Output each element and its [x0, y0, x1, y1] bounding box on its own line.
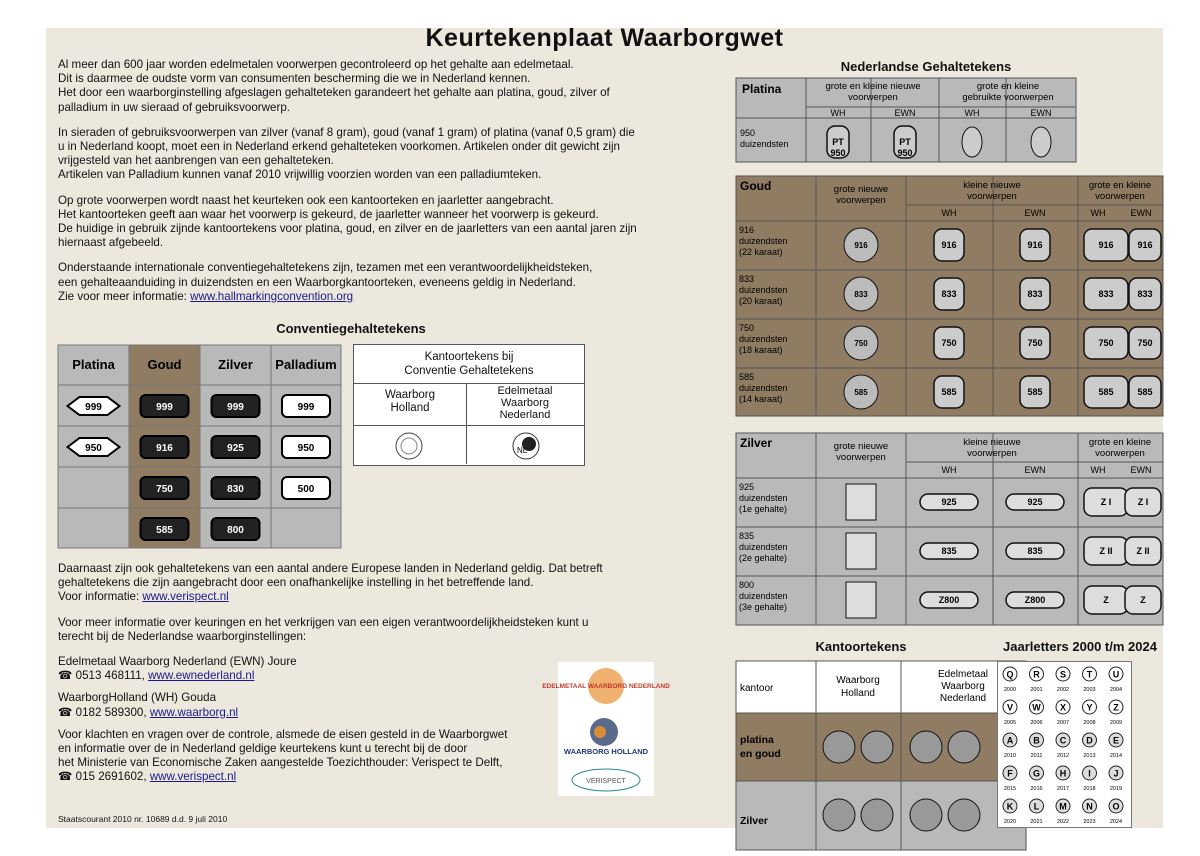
mark-value: Z [1103, 595, 1109, 605]
jaar-letter: B [1033, 735, 1040, 746]
kantoor-h2: Edelmetaal [937, 669, 989, 680]
jaar-letter: V [1006, 702, 1014, 713]
text-line: Voor meer informatie over keuringen en het verkrijgen van een eigen verantwoordelijkheidsteken kunt u [58, 615, 589, 629]
goud-row-label: duizendsten [739, 334, 788, 344]
mark-value: 916 [1098, 240, 1114, 250]
verispect-link-1[interactable]: www.verispect.nl [142, 590, 229, 604]
mark-value: 835 [941, 546, 957, 556]
jaar-year: 2013 [1083, 753, 1096, 759]
text-line: gehaltetekens die zijn aangebracht door een onafhankelijke instelling in het betreffende land. [58, 576, 534, 590]
kc-title2: Conventie Gehaltetekens [404, 365, 534, 377]
zilver-c1: kleine nieuwe [963, 437, 1021, 448]
mark-value: 833 [1098, 289, 1114, 299]
mark-value: 833 [1137, 289, 1153, 299]
jaar-letter: W [1032, 702, 1041, 713]
goud-c2: voorwerpen [1095, 191, 1145, 202]
jaar-letter: M [1059, 801, 1067, 812]
intro-line: Het door een waarborginstelling afgeslagen gehalteteken garandeert het gehalte aan platina, goud, zilver of [58, 86, 610, 100]
jaar-year: 2022 [1056, 819, 1070, 825]
platina-row: duizendsten [740, 139, 789, 149]
zilver-sub: WH [941, 465, 957, 475]
jaar-year: 2024 [1109, 819, 1123, 825]
jaar-letter: Y [1086, 702, 1093, 713]
jaar-year: 2021 [1030, 819, 1043, 825]
jaar-letter: G [1032, 768, 1041, 779]
conv-mark-zilver-830: 830 [227, 484, 244, 495]
intro-line: In sieraden of gebruiksvoorwerpen van zilver (vanaf 8 gram), goud (vanaf 1 gram) of platina (vanaf 0,5 gram) die [58, 125, 635, 139]
goud-row-label: 585 [739, 372, 755, 382]
mark-value: 585 [1027, 387, 1043, 397]
ewn-link[interactable]: www.ewnederland.nl [148, 669, 255, 683]
conv-mark-platina-999: 999 [85, 402, 102, 413]
goud-row-label: duizendsten [739, 236, 788, 246]
goud-sub: WH [1090, 208, 1106, 218]
jaar-year: 2008 [1083, 720, 1096, 726]
mark-value: 950 [830, 148, 846, 158]
jaar-letter: K [1006, 801, 1014, 812]
jaar-year: 2010 [1003, 753, 1017, 759]
jaar-letter: Z [1113, 702, 1119, 713]
zilver-c0: voorwerpen [836, 452, 886, 463]
mark-value: 950 [897, 148, 913, 158]
conv-head-platina: Platina [72, 357, 115, 372]
zilver-table [736, 433, 1163, 625]
jaar-letter: D [1086, 735, 1093, 746]
zilver-sub: WH [1090, 465, 1106, 475]
jaar-year: 2004 [1109, 687, 1123, 693]
platina-label: Platina [742, 82, 782, 96]
kantoor-r1: en goud [740, 748, 781, 760]
mark-value: 750 [1137, 338, 1153, 348]
mark-value: 750 [854, 339, 868, 348]
mark-value: Z I [1100, 497, 1112, 507]
ver-phone: ☎ 015 2691602, [58, 770, 150, 784]
mark-value: 585 [1098, 387, 1114, 397]
text-line: Voor klachten en vragen over de controle, alsmede de eisen gesteld in de Waarborgwet [58, 727, 508, 741]
intro-line: een gehalteaanduiding in duizendsten en een Waarborgkantoorteken, eveneens geldig in Nederland. [58, 275, 576, 289]
jaar-year: 2018 [1083, 786, 1096, 792]
page-title: Keurtekenplaat Waarborgwet [425, 24, 784, 52]
intro-line: Dit is daarmee de oudste vorm van consumenten bescherming die we in Nederland kennen. [58, 72, 531, 86]
platina-table [736, 78, 1076, 162]
wh-name: WaarborgHolland (WH) Gouda [58, 691, 217, 705]
goud-c2: grote en kleine [1088, 180, 1152, 191]
mark-value: Z I [1137, 497, 1149, 507]
conv-mark-goud-750: 750 [156, 484, 173, 495]
zilver-row-label: 800 [739, 580, 755, 590]
jaar-letter: T [1086, 669, 1093, 680]
kantoor-table [736, 661, 1026, 850]
platina-col2: grote en kleine [976, 81, 1040, 92]
wh-link[interactable]: www.waarborg.nl [149, 705, 239, 719]
goud-c1: voorwerpen [967, 191, 1017, 202]
platina-sub: WH [830, 108, 846, 118]
conv-mark-goud-585: 585 [156, 525, 173, 536]
mark-value: 585 [854, 388, 868, 397]
goud-row-label: (22 karaat) [739, 247, 783, 257]
goud-row-label: 833 [739, 274, 755, 284]
jaar-letter: X [1059, 702, 1067, 713]
kantoor-r2: Zilver [740, 815, 769, 827]
text-line: Voor informatie: [58, 590, 143, 604]
platina-col1: grote en kleine nieuwe [825, 81, 921, 92]
goud-row-label: 750 [739, 323, 755, 333]
intro-line: Artikelen van Palladium kunnen vanaf 2010 vrijwillig voorzien worden van een palladiumteken. [58, 168, 542, 182]
mark-value: 750 [941, 338, 957, 348]
text-line: Daarnaast zijn ook gehaltetekens van een aantal andere Europese landen in Nederland geldig. Dat betreft [58, 562, 603, 575]
conv-mark-zilver-999: 999 [227, 402, 244, 413]
text-line: en informatie over de in Nederland geldige keurtekens kunt u terecht bij de door [58, 742, 468, 756]
kantoor-r1: platina [740, 734, 774, 746]
intro-line: Al meer dan 600 jaar worden edelmetalen voorwerpen gecontroleerd op het gehalte aan edelmetaal. [58, 58, 574, 71]
zilver-row-label: (3e gehalte) [739, 602, 788, 612]
zilver-sub: EWN [1024, 465, 1046, 475]
jaar-letter: E [1112, 735, 1120, 746]
nl-title: Nederlandse Gehaltetekens [840, 59, 1012, 74]
mark-value: 750 [1098, 338, 1114, 348]
zilver-row-label: (2e gehalte) [739, 553, 788, 563]
intro-line: Onderstaande internationale conventiegehaltetekens zijn, tezamen met een verantwoordelijkheidsteken, [58, 261, 593, 275]
mark-value: 925 [1027, 497, 1043, 507]
platina-svg [736, 78, 1076, 162]
zilver-label: Zilver [740, 436, 773, 450]
jaar-year: 2020 [1003, 819, 1017, 825]
ewn-name: Edelmetaal Waarborg Nederland (EWN) Joure [58, 655, 297, 669]
platina-col1: voorwerpen [848, 92, 898, 103]
mark-value: 833 [941, 289, 957, 299]
platina-col2: gebruikte voorwerpen [962, 92, 1054, 103]
jaar-letter: Q [1006, 669, 1014, 680]
jaar-title: Jaarletters 2000 t/m 2024 [1003, 639, 1157, 654]
intro-text [58, 58, 658, 315]
footer: Staatscourant 2010 nr. 10689 d.d. 9 juli 2010 [58, 814, 228, 824]
zilver-row-label: duizendsten [739, 542, 788, 552]
intro-line: Het kantoorteken geeft aan waar het voorwerp is gekeurd, de jaarletter wanneer het voorwerp is gekeurd. [58, 207, 599, 221]
mark-value: Z II [1136, 546, 1150, 556]
zilver-row-label: duizendsten [739, 493, 788, 503]
goud-c1: kleine nieuwe [963, 180, 1021, 191]
logos-svg [542, 662, 670, 796]
kantoor-title: Kantoortekens [815, 639, 907, 654]
platina-sub: WH [964, 108, 980, 118]
goud-row-label: (20 karaat) [739, 296, 783, 306]
hallmarking-link[interactable]: www.hallmarkingconvention.org [190, 289, 354, 303]
goud-row-label: (14 karaat) [739, 394, 783, 404]
jaar-letter: L [1033, 801, 1040, 812]
zilver-row-label: 925 [739, 482, 755, 492]
conv-head-zilver: Zilver [218, 357, 253, 372]
jaar-letter: C [1059, 735, 1067, 746]
goud-row-label: (18 karaat) [739, 345, 783, 355]
goud-sub: WH [941, 208, 957, 218]
zilver-c2: grote en kleine [1088, 437, 1152, 448]
text-line: terecht bij de Nederlandse waarborginstellingen: [58, 629, 307, 643]
goud-sub: EWN [1024, 208, 1046, 218]
mark-value: Z II [1099, 546, 1113, 556]
jaar-year: 2017 [1056, 786, 1070, 792]
jaar-svg [998, 662, 1131, 851]
jaar-year: 2000 [1003, 687, 1017, 693]
jaar-year: 2005 [1003, 720, 1017, 726]
conv-head-palladium: Palladium [275, 357, 337, 372]
mark-value: 750 [1027, 338, 1043, 348]
mark-value: 925 [941, 497, 957, 507]
conv-mark-palladium-950: 950 [297, 443, 315, 454]
mark-value: 833 [1027, 289, 1043, 299]
conv-mark-goud-916: 916 [156, 443, 173, 454]
mark-value: 916 [1027, 240, 1043, 250]
zilver-row-label: duizendsten [739, 591, 788, 601]
intro-line: u in Nederland koopt, moet een in Nederland erkend gehalteteken voorkomen. Artikelen onder dit gewicht zijn [58, 140, 620, 154]
kantoor-h2: Nederland [939, 693, 987, 704]
mark-value: 916 [941, 240, 957, 250]
platina-sub: EWN [894, 108, 916, 118]
verispect-link-2[interactable]: www.verispect.nl [149, 770, 237, 784]
mark-value: Z800 [1024, 595, 1046, 605]
wh-conv-mark [391, 431, 427, 461]
goud-svg [736, 176, 1163, 416]
kantoor-h2: Waarborg [941, 681, 985, 692]
mark-value: 916 [1137, 240, 1153, 250]
jaar-year: 2023 [1083, 819, 1096, 825]
zilver-c1: voorwerpen [967, 448, 1017, 459]
conv-mark-platina-950: 950 [85, 443, 102, 454]
mark-value: 585 [1137, 387, 1153, 397]
wh-phone: ☎ 0182 589300, [58, 705, 150, 719]
mark-value: 585 [941, 387, 957, 397]
conv-mark-palladium-999: 999 [297, 402, 315, 413]
jaar-letter: F [1007, 768, 1013, 779]
jaar-year: 2019 [1109, 786, 1123, 792]
zilver-row-label: (1e gehalte) [739, 504, 788, 514]
zilver-row-label: 835 [739, 531, 755, 541]
jaar-year: 2012 [1056, 753, 1070, 759]
jaar-year: 2014 [1109, 753, 1123, 759]
ewn-phone: ☎ 0513 468111, [58, 669, 149, 683]
jaar-letter: U [1112, 669, 1120, 680]
goud-c0: voorwerpen [836, 195, 886, 206]
kc-title1: Kantoortekens bij [424, 351, 514, 363]
jaar-letter: S [1059, 669, 1067, 680]
jaar-letter: H [1059, 768, 1067, 779]
svg-text:NL: NL [517, 446, 528, 455]
mark-value: 833 [854, 290, 868, 299]
jaar-year: 2009 [1109, 720, 1123, 726]
logo-ewn: EDELMETAAL WAARBORG NEDERLAND [542, 683, 670, 690]
jaar-year: 2006 [1030, 720, 1043, 726]
jaar-year: 2007 [1056, 720, 1070, 726]
zilver-c2: voorwerpen [1095, 448, 1145, 459]
poster [46, 24, 1163, 828]
intro-line: vrijgesteld van het aanbrengen van een gehalteteken. [58, 154, 334, 168]
jaar-letter: I [1088, 768, 1091, 779]
platina-sub: EWN [1030, 108, 1052, 118]
goud-table [736, 176, 1163, 416]
jaar-letter: O [1112, 801, 1120, 812]
zilver-sub: EWN [1130, 465, 1152, 475]
jaar-year: 2003 [1083, 687, 1096, 693]
conv-table [58, 345, 341, 548]
platina-row: 950 [740, 128, 756, 138]
jaar-letter: A [1006, 735, 1014, 746]
kc-col2: Edelmetaal Waarborg Nederland [497, 385, 553, 421]
kantoor-h0: kantoor [740, 683, 774, 694]
kantoor-h1: Waarborg [836, 675, 880, 686]
text-line: het Ministerie van Economische Zaken aangestelde Toezichthouder: Verispect te Delft, [58, 756, 503, 770]
conv-mark-zilver-925: 925 [227, 443, 244, 454]
intro-line: De huidige in gebruik zijnde kantoortekens voor platina, goud, en zilver en de jaarletters van een aantal jaren zijn [58, 222, 637, 236]
kantoor-svg [736, 661, 1026, 850]
conv-mark-palladium-500: 500 [297, 484, 315, 495]
kc-col1: Waarborg Holland [384, 389, 436, 414]
zilver-c0: grote nieuwe [833, 441, 889, 452]
goud-sub: EWN [1130, 208, 1152, 218]
jaar-letter: N [1086, 801, 1093, 812]
mark-value: 916 [854, 241, 868, 250]
conv-title: Conventiegehaltetekens [276, 321, 426, 336]
kantoor-h1: Holland [841, 688, 875, 699]
goud-c0: grote nieuwe [833, 184, 889, 195]
logos [542, 662, 670, 796]
goud-row-label: 916 [739, 225, 755, 235]
intro-line: Op grote voorwerpen wordt naast het keurteken ook een kantoorteken en jaarletter aangebracht. [58, 193, 554, 207]
jaarletters [997, 661, 1132, 828]
jaar-year: 2015 [1003, 786, 1017, 792]
mark-value: Z800 [938, 595, 960, 605]
mark-value: 835 [1027, 546, 1043, 556]
kantoor-conv-box [353, 344, 585, 466]
jaar-year: 2016 [1030, 786, 1043, 792]
jaar-year: 2011 [1030, 753, 1043, 759]
conv-svg [58, 345, 341, 548]
goud-row-label: duizendsten [739, 285, 788, 295]
jaar-letter: R [1033, 669, 1040, 680]
mark-value: Z [1140, 595, 1146, 605]
jaar-year: 2002 [1056, 687, 1070, 693]
zilver-svg [736, 433, 1163, 625]
conv-mark-zilver-800: 800 [227, 525, 244, 536]
goud-label: Goud [740, 179, 772, 193]
goud-row-label: duizendsten [739, 383, 788, 393]
intro-line: palladium in uw sieraad of gebruiksvoorwerp. [58, 100, 290, 114]
intro-line: hiernaast afgebeeld. [58, 236, 164, 250]
conv-head-goud: Goud [147, 357, 182, 372]
intro-line: Zie voor meer informatie: [58, 289, 191, 303]
conv-mark-goud-999: 999 [156, 402, 173, 413]
logo-ver: VERISPECT [586, 778, 626, 785]
ewn-conv-mark [508, 431, 544, 461]
mark-value: PT [899, 137, 911, 147]
jaar-letter: J [1113, 768, 1119, 779]
logo-wh: WAARBORG HOLLAND [563, 747, 649, 756]
mark-value: PT [832, 137, 844, 147]
jaar-year: 2001 [1030, 687, 1043, 693]
